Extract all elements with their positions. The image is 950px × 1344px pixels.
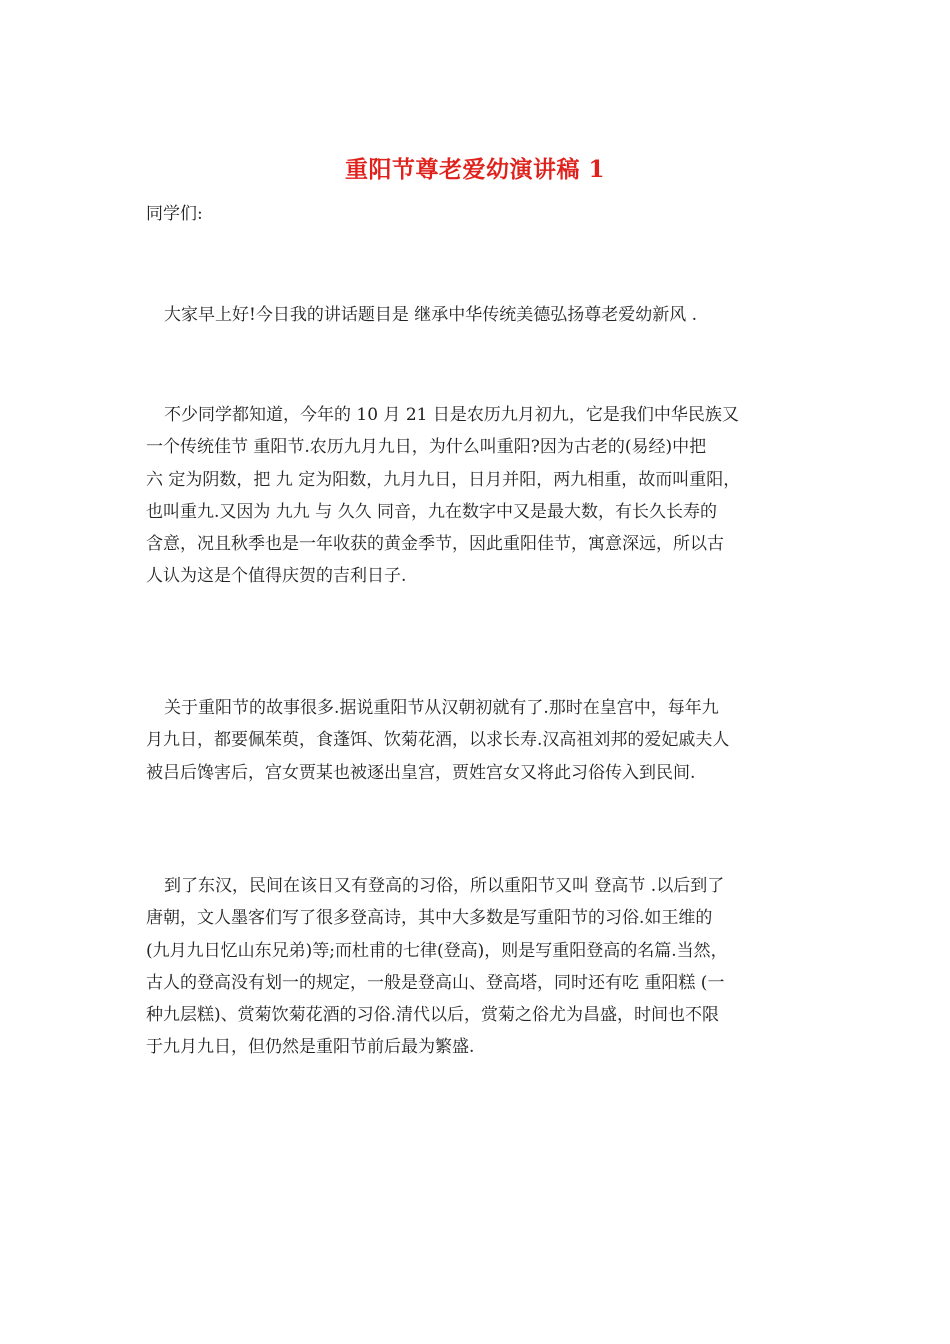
- document-title: 重阳节尊老爱幼演讲稿 1: [344, 156, 605, 183]
- paragraph-line: 唐朝，文人墨客们写了很多登高诗，其中大多数是写重阳节的习俗.如王维的: [146, 908, 713, 929]
- paragraph-climbing-custom: [146, 870, 814, 1064]
- paragraph-line: 也叫重九.又因为 九九 与 久久 同音，九在数字中又是最大数，有长久长寿的: [146, 501, 718, 522]
- paragraph-line: 关于重阳节的故事很多.据说重阳节从汉朝初就有了.那时在皇宫中，每年九: [164, 698, 719, 718]
- paragraph-line: 被吕后馋害后，宫女贾某也被逐出皇宫，贾姓宫女又将此习俗传入到民间.: [146, 762, 696, 783]
- paragraph-double-ninth-intro: [146, 399, 814, 593]
- paragraph-greeting: [146, 299, 814, 331]
- paragraph-line: 一个传统佳节 重阳节.农历九月九日，为什么叫重阳?因为古老的(易经)中把: [146, 437, 707, 458]
- paragraph-line: 于九月九日，但仍然是重阳节前后最为繁盛.: [146, 1037, 475, 1058]
- paragraph-line: 人认为这是个值得庆贺的吉利日子.: [146, 566, 407, 587]
- paragraph-line: 月九日，都要佩茱萸，食蓬饵、饮菊花酒，以求长寿.汉高祖刘邦的爱妃戚夫人: [146, 730, 730, 751]
- paragraph-han-dynasty-story: [146, 692, 814, 789]
- paragraph-line: (九月九日忆山东兄弟)等;而杜甫的七律(登高)，则是写重阳登高的名篇.当然，: [146, 940, 728, 961]
- paragraph-line: 不少同学都知道，今年的 10 月 21 日是农历九月初九，它是我们中华民族又: [164, 405, 739, 425]
- paragraph-line: 古人的登高没有划一的规定，一般是登高山、登高塔，同时还有吃 重阳糕 (一: [146, 972, 725, 993]
- paragraph-line: 到了东汉，民间在该日又有登高的习俗，所以重阳节又叫 登高节 .以后到了: [164, 876, 725, 896]
- salutation: 同学们:: [146, 204, 203, 224]
- paragraph-line: 含意，况且秋季也是一年收获的黄金季节，因此重阳佳节，寓意深远，所以古: [146, 534, 724, 555]
- paragraph-line: 大家早上好!今日我的讲话题目是 继承中华传统美德弘扬尊老爱幼新风 .: [164, 305, 698, 325]
- paragraph-line: 六 定为阴数，把 九 定为阳数，九月九日，日月并阳，两九相重，故而叫重阳，: [146, 469, 741, 490]
- paragraph-line: 种九层糕)、赏菊饮菊花酒的习俗.清代以后，赏菊之俗尤为昌盛，时间也不限: [146, 1005, 720, 1026]
